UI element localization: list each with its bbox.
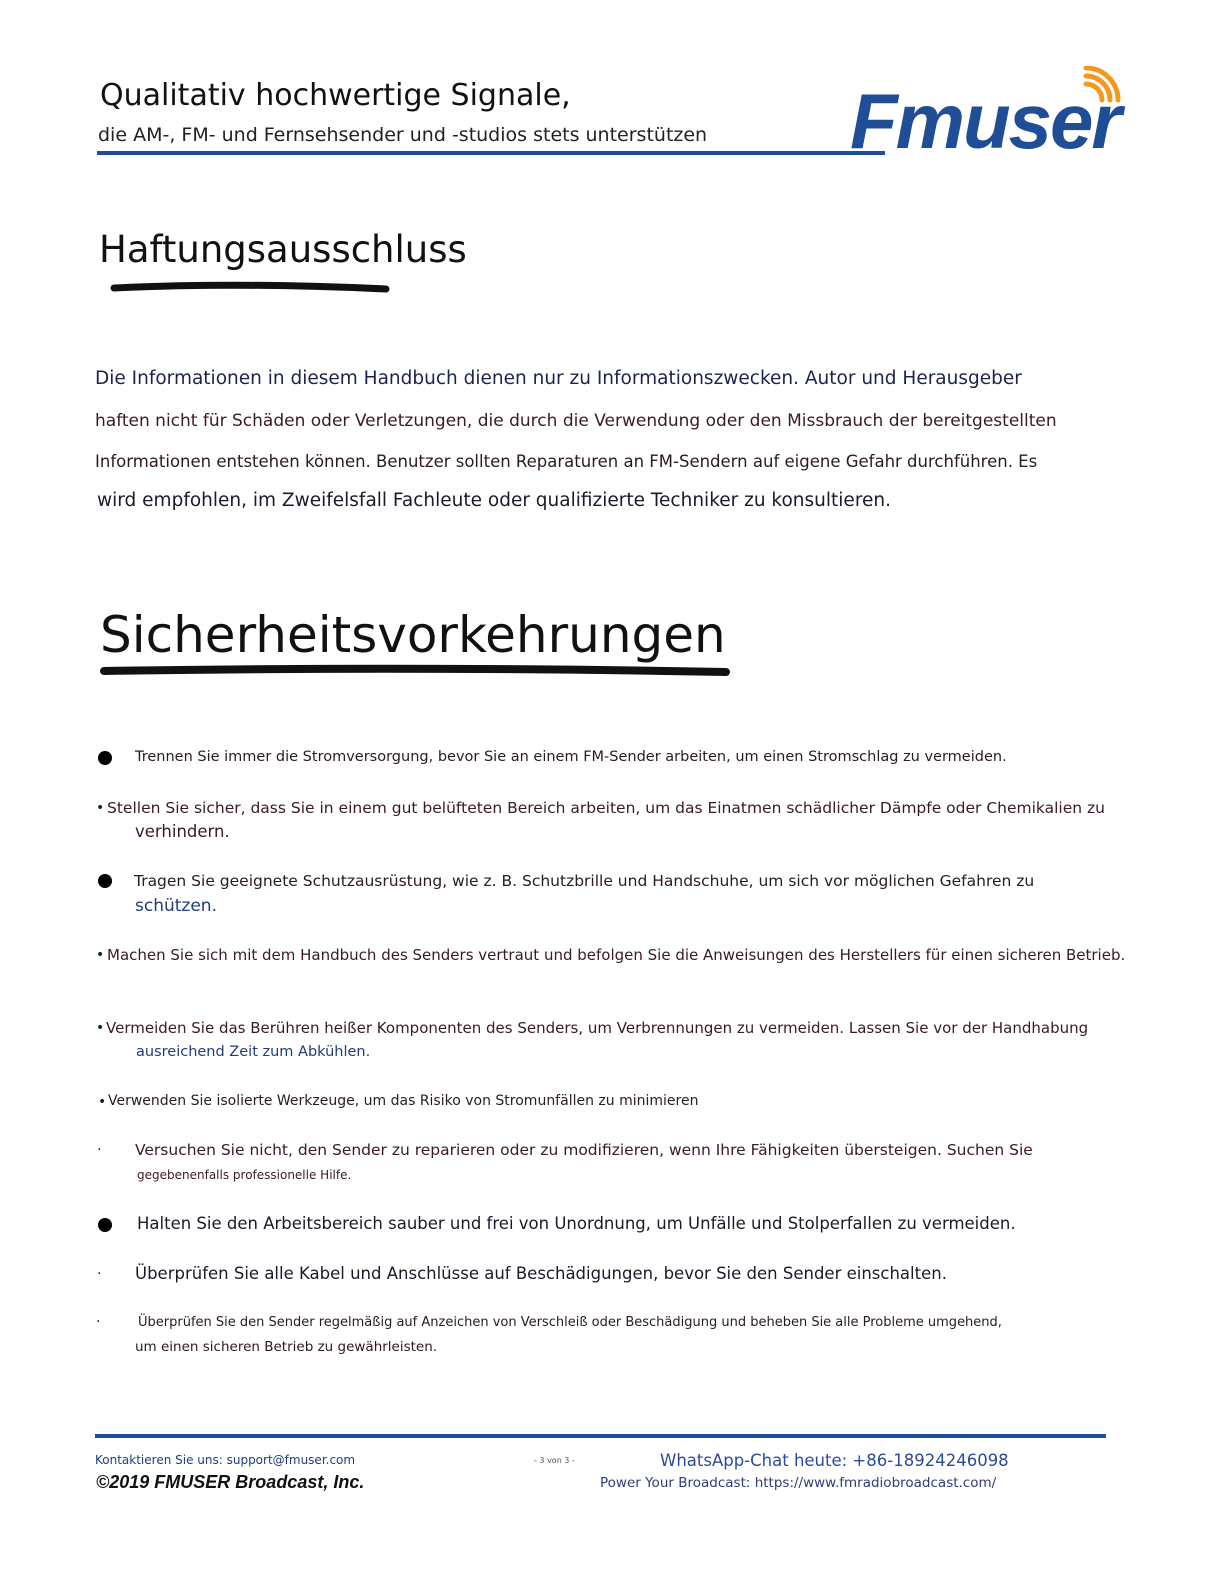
safety-item-cont: verhindern. xyxy=(135,822,230,841)
bullet-mark: • xyxy=(96,800,105,816)
disclaimer-line: haften nicht für Schäden oder Verletzungen, die durch die Verwendung oder den Missbrauch der bereitgestellten xyxy=(95,411,1057,431)
footer-website[interactable]: Power Your Broadcast: https://www.fmradiobroadcast.com/ xyxy=(600,1475,997,1491)
page-number: - 3 von 3 - xyxy=(534,1456,575,1465)
disclaimer-line: wird empfohlen, im Zweifelsfall Fachleute oder qualifizierte Techniker zu konsultieren. xyxy=(97,490,892,511)
safety-item: Tragen Sie geeignete Schutzausrüstung, wie z. B. Schutzbrille und Handschuhe, um sich vor möglichen Gefahren zu xyxy=(134,872,1035,890)
safety-item-cont: ausreichend Zeit zum Abkühlen. xyxy=(136,1044,371,1060)
disclaimer-line: Informationen entstehen können. Benutzer sollten Reparaturen an FM-Sendern auf eigene Gefahr durchführen. Es xyxy=(95,452,1038,471)
bullet-mark: · xyxy=(97,1142,102,1158)
safety-item: Überprüfen Sie alle Kabel und Anschlüsse auf Beschädigungen, bevor Sie den Sender einschalten. xyxy=(135,1264,947,1283)
bullet-mark: · xyxy=(97,1266,102,1282)
bullet-dot xyxy=(98,751,112,765)
header-title: Qualitativ hochwertige Signale, xyxy=(100,78,571,113)
disclaimer-line: Die Informationen in diesem Handbuch dienen nur zu Informationszwecken. Autor und Herausgeber xyxy=(95,368,1022,389)
safety-item-cont: schützen. xyxy=(135,896,217,916)
safety-item: Verwenden Sie isolierte Werkzeuge, um das Risiko von Stromunfällen zu minimieren xyxy=(108,1093,699,1109)
bullet-mark: • xyxy=(98,1094,107,1110)
bullet-dot xyxy=(98,874,112,888)
logo-wordmark: Fmuser xyxy=(850,77,1120,162)
bullet-mark: • xyxy=(96,1020,105,1036)
footer-divider xyxy=(95,1434,1106,1438)
bullet-mark: · xyxy=(96,1314,101,1330)
bullet-mark: • xyxy=(96,947,105,963)
safety-item-cont: um einen sicheren Betrieb zu gewährleisten. xyxy=(135,1339,438,1355)
safety-item-cont: gegebenenfalls professionelle Hilfe. xyxy=(137,1168,352,1182)
footer-whatsapp[interactable]: WhatsApp-Chat heute: +86-18924246098 xyxy=(660,1451,1009,1470)
fmuser-logo xyxy=(848,66,1154,162)
footer-contact[interactable]: Kontaktieren Sie uns: support@fmuser.com xyxy=(95,1453,356,1467)
safety-item: Überprüfen Sie den Sender regelmäßig auf Anzeichen von Verschleiß oder Beschädigung und beheben Sie alle Probleme umgehend, xyxy=(138,1315,1002,1330)
safety-item: Trennen Sie immer die Stromversorgung, bevor Sie an einem FM-Sender arbeiten, um einen Stromschlag zu vermeiden. xyxy=(135,749,1007,765)
disclaimer-heading: Haftungsausschluss xyxy=(99,228,467,271)
safety-item: Halten Sie den Arbeitsbereich sauber und frei von Unordnung, um Unfälle und Stolperfallen zu vermeiden. xyxy=(137,1214,1016,1233)
safety-item: Versuchen Sie nicht, den Sender zu reparieren oder zu modifizieren, wenn Ihre Fähigkeiten übersteigen. Suchen Sie xyxy=(135,1141,1033,1159)
safety-item: Machen Sie sich mit dem Handbuch des Senders vertraut und befolgen Sie die Anweisungen des Herstellers für einen sicheren Betrieb. xyxy=(107,946,1126,964)
header-divider xyxy=(97,151,885,155)
heading-underline xyxy=(96,662,736,680)
footer-copyright: ©2019 FMUSER Broadcast, Inc. xyxy=(96,1472,365,1492)
safety-item: Stellen Sie sicher, dass Sie in einem gut belüfteten Bereich arbeiten, um das Einatmen schädlicher Dämpfe oder Chemikalien zu xyxy=(107,799,1105,817)
bullet-dot xyxy=(98,1218,112,1232)
heading-underline xyxy=(96,280,406,296)
header-subtitle: die AM-, FM- und Fernsehsender und -studios stets unterstützen xyxy=(98,124,708,146)
safety-heading: Sicherheitsvorkehrungen xyxy=(100,606,726,664)
safety-item: Vermeiden Sie das Berühren heißer Komponenten des Senders, um Verbrennungen zu vermeiden. Lassen Sie vor der Handhabung xyxy=(106,1019,1089,1037)
